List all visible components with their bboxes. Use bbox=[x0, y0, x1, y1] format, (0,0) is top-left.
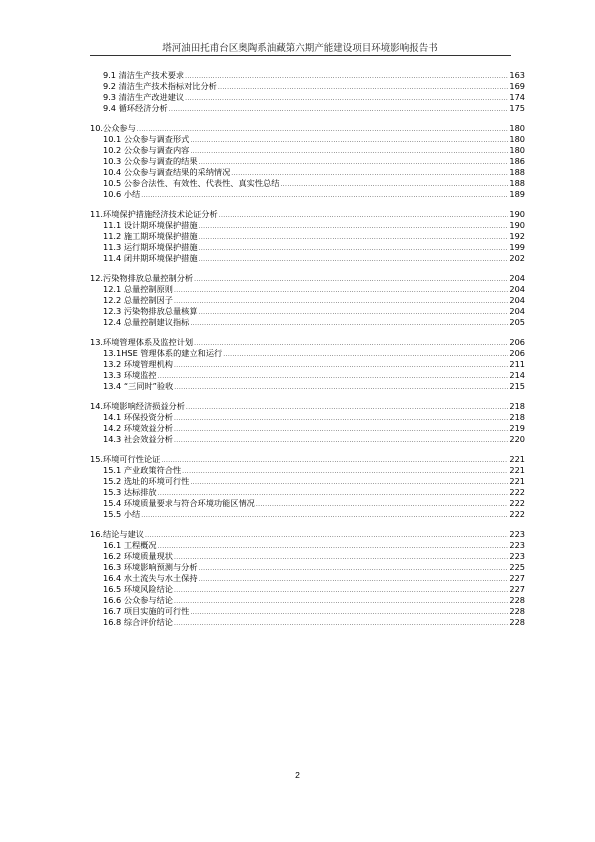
toc-leader-dots bbox=[223, 349, 508, 360]
toc-leader-dots bbox=[186, 402, 508, 413]
toc-entry-page: 223 bbox=[509, 551, 525, 561]
toc-entry-label: 9.4 循环经济分析 bbox=[103, 103, 168, 113]
toc-entry-page: 204 bbox=[509, 273, 525, 283]
toc-entry-label: 10.2 公众参与调查内容 bbox=[103, 145, 190, 155]
toc-leader-dots bbox=[190, 135, 508, 146]
toc-entry-label: 14.2 环境效益分析 bbox=[103, 423, 173, 433]
toc-subsection[interactable] bbox=[90, 295, 525, 306]
toc-subsection[interactable] bbox=[90, 220, 525, 231]
toc-entry-page: 227 bbox=[509, 584, 525, 594]
toc-entry-label: 14.3 社会效益分析 bbox=[103, 434, 173, 444]
toc-entry-page: 223 bbox=[509, 529, 525, 539]
toc-subsection[interactable] bbox=[90, 189, 525, 200]
toc-leader-dots bbox=[174, 552, 508, 563]
toc-entry-label: 14.1 环保投资分析 bbox=[103, 412, 173, 422]
toc-subsection[interactable] bbox=[90, 81, 525, 92]
toc-section[interactable] bbox=[90, 337, 525, 348]
toc-entry-page: 228 bbox=[509, 617, 525, 627]
toc-entry-page: 189 bbox=[509, 189, 525, 199]
toc-entry-page: 211 bbox=[509, 359, 525, 369]
toc-leader-dots bbox=[174, 435, 508, 446]
toc-leader-dots bbox=[190, 477, 508, 488]
toc-entry-label: 11.环境保护措施经济技术论证分析 bbox=[90, 209, 218, 219]
toc-leader-dots bbox=[199, 157, 509, 168]
toc-leader-dots bbox=[219, 210, 509, 221]
toc-section[interactable] bbox=[90, 273, 525, 284]
toc-entry-label: 16.4 水土流失与水土保持 bbox=[103, 573, 198, 583]
toc-subsection[interactable] bbox=[90, 551, 525, 562]
toc-entry-label: 11.1 设计期环境保护措施 bbox=[103, 220, 198, 230]
toc-leader-dots bbox=[158, 371, 509, 382]
toc-subsection[interactable] bbox=[90, 370, 525, 381]
toc-entry-label: 9.1 清洁生产技术要求 bbox=[103, 70, 185, 80]
toc-entry-page: 228 bbox=[509, 595, 525, 605]
toc-subsection[interactable] bbox=[90, 231, 525, 242]
toc-leader-dots bbox=[174, 285, 508, 296]
toc-entry-page: 220 bbox=[509, 434, 525, 444]
toc-entry-label: 11.4 闭井期环境保护措施 bbox=[103, 253, 198, 263]
toc-leader-dots bbox=[174, 382, 508, 393]
toc-subsection[interactable] bbox=[90, 434, 525, 445]
toc-leader-dots bbox=[194, 274, 508, 285]
toc-entry-page: 206 bbox=[509, 337, 525, 347]
toc-entry-page: 163 bbox=[509, 70, 525, 80]
toc-subsection[interactable] bbox=[90, 540, 525, 551]
toc-entry-label: 16.3 环境影响预测与分析 bbox=[103, 562, 198, 572]
toc-entry-page: 218 bbox=[509, 412, 525, 422]
toc-entry-label: 16.6 公众参与结论 bbox=[103, 595, 173, 605]
toc-entry-label: 16.5 环境风险结论 bbox=[103, 584, 173, 594]
toc-entry-label: 10.6 小结 bbox=[103, 189, 141, 199]
toc-section[interactable] bbox=[90, 209, 525, 220]
toc-leader-dots bbox=[199, 307, 509, 318]
toc-leader-dots bbox=[199, 221, 509, 232]
toc-subsection[interactable] bbox=[90, 412, 525, 423]
toc-section[interactable] bbox=[90, 454, 525, 465]
toc-entry-label: 15.环境可行性论证 bbox=[90, 454, 161, 464]
toc-leader-dots bbox=[174, 413, 508, 424]
toc-entry-label: 10.3 公众参与调查的结果 bbox=[103, 156, 198, 166]
toc-subsection[interactable] bbox=[90, 617, 525, 628]
toc-entry-label: 16.8 综合评价结论 bbox=[103, 617, 173, 627]
toc-entry-label: 15.2 选址的环境可行性 bbox=[103, 476, 190, 486]
toc-entry-label: 11.3 运行期环境保护措施 bbox=[103, 242, 198, 252]
toc-entry-label: 10.1 公众参与调查形式 bbox=[103, 134, 190, 144]
toc-leader-dots bbox=[174, 618, 508, 629]
toc-entry-page: 204 bbox=[509, 284, 525, 294]
toc-entry-label: 10.公众参与 bbox=[90, 123, 136, 133]
toc-subsection[interactable] bbox=[90, 381, 525, 392]
toc-subsection[interactable] bbox=[90, 156, 525, 167]
toc-section[interactable] bbox=[90, 123, 525, 134]
toc-leader-dots bbox=[256, 499, 509, 510]
toc-leader-dots bbox=[190, 146, 508, 157]
toc-entry-page: 180 bbox=[509, 123, 525, 133]
toc-subsection[interactable] bbox=[90, 359, 525, 370]
toc-entry-page: 180 bbox=[509, 134, 525, 144]
toc-entry-label: 15.4 环境质量要求与符合环境功能区情况 bbox=[103, 498, 255, 508]
toc-subsection[interactable] bbox=[90, 242, 525, 253]
toc-subsection[interactable] bbox=[90, 465, 525, 476]
toc-entry-page: 222 bbox=[509, 487, 525, 497]
toc-entry-label: 16.结论与建议 bbox=[90, 529, 144, 539]
toc-leader-dots bbox=[174, 360, 508, 371]
toc-entry-page: 219 bbox=[509, 423, 525, 433]
toc-leader-dots bbox=[280, 179, 508, 190]
toc-subsection[interactable] bbox=[90, 92, 525, 103]
toc-entry-page: 228 bbox=[509, 606, 525, 616]
toc-entry-page: 188 bbox=[509, 178, 525, 188]
toc-entry-page: 204 bbox=[509, 295, 525, 305]
toc-leader-dots bbox=[182, 466, 508, 477]
toc-entry-page: 205 bbox=[509, 317, 525, 327]
toc-entry-label: 16.2 环境质量现状 bbox=[103, 551, 173, 561]
toc-leader-dots bbox=[190, 607, 508, 618]
toc-leader-dots bbox=[199, 574, 509, 585]
toc-entry-page: 221 bbox=[509, 454, 525, 464]
toc-subsection[interactable] bbox=[90, 606, 525, 617]
toc-entry-label: 12.1 总量控制原则 bbox=[103, 284, 173, 294]
toc-entry-label: 13.1HSE 管理体系的建立和运行 bbox=[103, 348, 223, 358]
toc-entry-page: 218 bbox=[509, 401, 525, 411]
table-of-contents bbox=[90, 70, 525, 628]
toc-subsection[interactable] bbox=[90, 103, 525, 114]
toc-subsection[interactable] bbox=[90, 573, 525, 584]
toc-entry-label: 16.1 工程概况 bbox=[103, 540, 157, 550]
toc-entry-label: 9.2 清洁生产技术指标对比分析 bbox=[103, 81, 217, 91]
toc-entry-page: 225 bbox=[509, 562, 525, 572]
toc-leader-dots bbox=[137, 124, 509, 135]
toc-subsection[interactable] bbox=[90, 476, 525, 487]
toc-leader-dots bbox=[161, 455, 508, 466]
toc-subsection[interactable] bbox=[90, 178, 525, 189]
toc-subsection[interactable] bbox=[90, 487, 525, 498]
toc-entry-label: 14.环境影响经济损益分析 bbox=[90, 401, 185, 411]
toc-entry-label: 10.4 公众参与调查结果的采纳情况 bbox=[103, 167, 231, 177]
toc-entry-page: 214 bbox=[509, 370, 525, 380]
toc-subsection[interactable] bbox=[90, 167, 525, 178]
toc-entry-page: 186 bbox=[509, 156, 525, 166]
toc-entry-page: 222 bbox=[509, 498, 525, 508]
toc-subsection[interactable] bbox=[90, 509, 525, 520]
toc-entry-page: 190 bbox=[509, 209, 525, 219]
toc-entry-label: 15.3 达标排放 bbox=[103, 487, 157, 497]
toc-leader-dots bbox=[141, 190, 508, 201]
toc-entry-page: 227 bbox=[509, 573, 525, 583]
toc-entry-page: 174 bbox=[509, 92, 525, 102]
toc-leader-dots bbox=[199, 563, 509, 574]
toc-leader-dots bbox=[185, 93, 508, 104]
toc-entry-label: 13.2 环境管理机构 bbox=[103, 359, 173, 369]
toc-subsection[interactable] bbox=[90, 134, 525, 145]
toc-entry-page: 180 bbox=[509, 145, 525, 155]
toc-leader-dots bbox=[174, 424, 508, 435]
toc-entry-label: 15.5 小结 bbox=[103, 509, 141, 519]
toc-subsection[interactable] bbox=[90, 584, 525, 595]
toc-entry-label: 13.4 “三同时”验收 bbox=[103, 381, 174, 391]
toc-entry-label: 12.2 总量控制因子 bbox=[103, 295, 173, 305]
toc-entry-page: 175 bbox=[509, 103, 525, 113]
toc-entry-page: 192 bbox=[509, 231, 525, 241]
toc-subsection[interactable] bbox=[90, 145, 525, 156]
toc-subsection[interactable] bbox=[90, 317, 525, 328]
toc-leader-dots bbox=[169, 104, 509, 115]
toc-leader-dots bbox=[199, 243, 509, 254]
toc-entry-label: 12.污染物排放总量控制分析 bbox=[90, 273, 194, 283]
toc-leader-dots bbox=[158, 541, 509, 552]
toc-leader-dots bbox=[199, 254, 509, 265]
toc-leader-dots bbox=[174, 596, 508, 607]
toc-leader-dots bbox=[185, 71, 508, 82]
toc-entry-page: 188 bbox=[509, 167, 525, 177]
toc-subsection[interactable] bbox=[90, 498, 525, 509]
toc-entry-page: 215 bbox=[509, 381, 525, 391]
toc-leader-dots bbox=[174, 296, 508, 307]
toc-section[interactable] bbox=[90, 529, 525, 540]
toc-leader-dots bbox=[141, 510, 508, 521]
toc-entry-page: 190 bbox=[509, 220, 525, 230]
toc-entry-page: 202 bbox=[509, 253, 525, 263]
toc-entry-page: 221 bbox=[509, 465, 525, 475]
toc-entry-label: 10.5 公参合法性、有效性、代表性、真实性总结 bbox=[103, 178, 280, 188]
toc-entry-page: 223 bbox=[509, 540, 525, 550]
toc-entry-page: 169 bbox=[509, 81, 525, 91]
toc-leader-dots bbox=[199, 232, 509, 243]
toc-entry-label: 13.3 环境监控 bbox=[103, 370, 157, 380]
toc-entry-page: 222 bbox=[509, 509, 525, 519]
toc-subsection[interactable] bbox=[90, 306, 525, 317]
toc-leader-dots bbox=[174, 585, 508, 596]
toc-entry-label: 12.4 总量控制建议指标 bbox=[103, 317, 190, 327]
toc-section[interactable] bbox=[90, 401, 525, 412]
toc-entry-page: 221 bbox=[509, 476, 525, 486]
toc-leader-dots bbox=[194, 338, 508, 349]
toc-entry-page: 199 bbox=[509, 242, 525, 252]
toc-entry-label: 11.2 施工期环境保护措施 bbox=[103, 231, 198, 241]
toc-entry-label: 12.3 污染物排放总量核算 bbox=[103, 306, 198, 316]
toc-subsection[interactable] bbox=[90, 595, 525, 606]
toc-subsection[interactable] bbox=[90, 284, 525, 295]
toc-entry-label: 15.1 产业政策符合性 bbox=[103, 465, 182, 475]
toc-entry-label: 9.3 清洁生产改进建议 bbox=[103, 92, 185, 102]
toc-subsection[interactable] bbox=[90, 348, 525, 359]
header-rule bbox=[90, 55, 511, 56]
toc-subsection[interactable] bbox=[90, 70, 525, 81]
toc-subsection[interactable] bbox=[90, 562, 525, 573]
toc-entry-label: 16.7 项目实施的可行性 bbox=[103, 606, 190, 616]
toc-leader-dots bbox=[218, 82, 508, 93]
page-number: 2 bbox=[295, 770, 300, 780]
toc-subsection[interactable] bbox=[90, 253, 525, 264]
toc-entry-label: 13.环境管理体系及监控计划 bbox=[90, 337, 194, 347]
toc-entry-page: 206 bbox=[509, 348, 525, 358]
toc-leader-dots bbox=[190, 318, 508, 329]
toc-leader-dots bbox=[145, 530, 508, 541]
toc-subsection[interactable] bbox=[90, 423, 525, 434]
running-header: 塔河油田托甫台区奥陶系油藏第六期产能建设项目环境影响报告书 bbox=[162, 43, 438, 54]
toc-entry-page: 204 bbox=[509, 306, 525, 316]
